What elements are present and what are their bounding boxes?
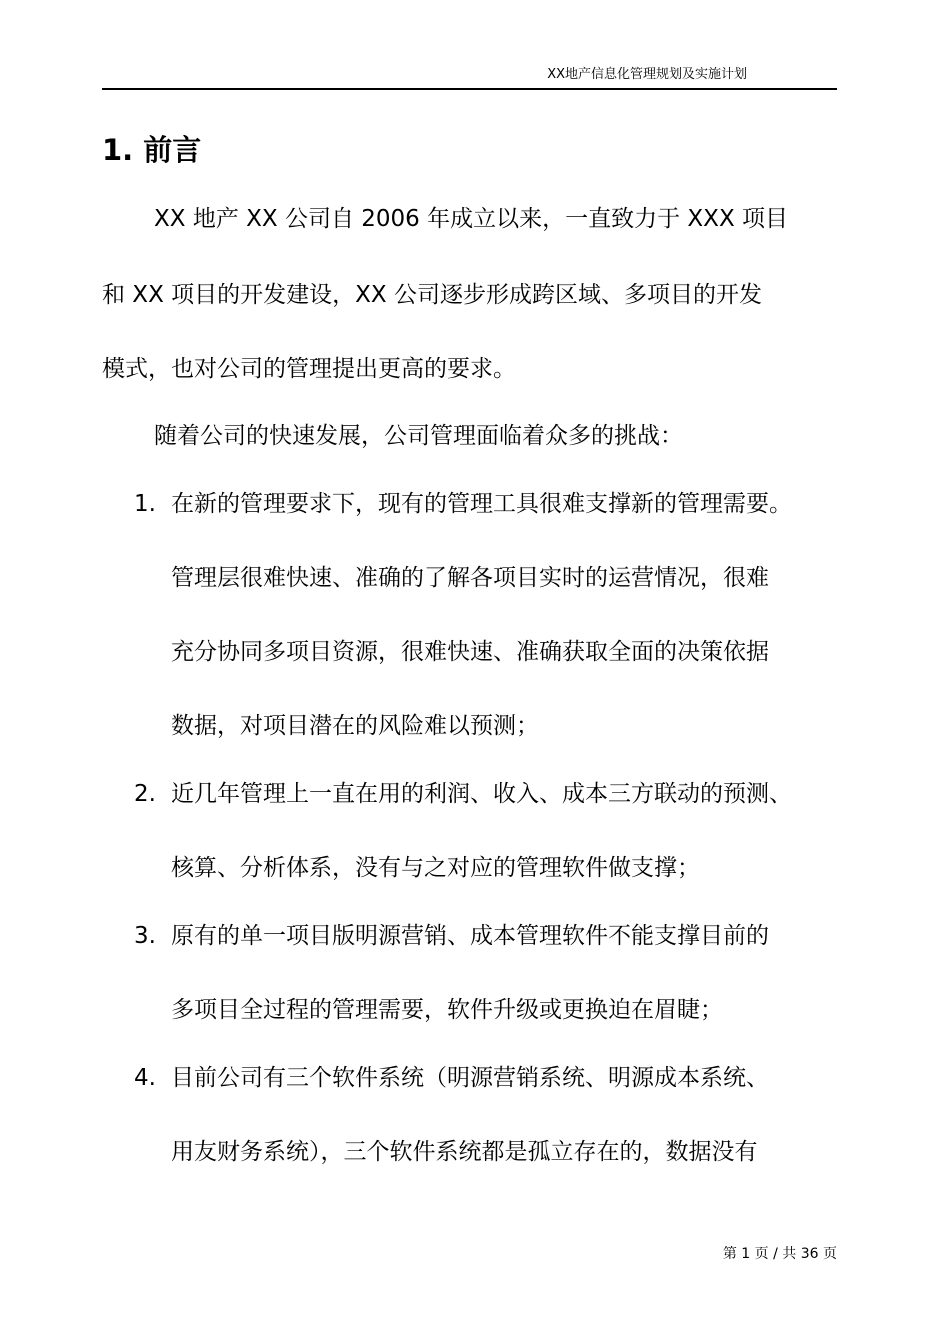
list-item-number: 1.	[134, 491, 156, 517]
list-item-line: 多项目全过程的管理需要，软件升级或更换迫在眉睫；	[171, 997, 723, 1023]
list-item-line: 原有的单一项目版明源营销、成本管理软件不能支撑目前的	[171, 923, 769, 949]
page-number: 第 1 页 / 共 36 页	[722, 1246, 837, 1262]
intro-line: 模式，也对公司的管理提出更高的要求。	[102, 356, 516, 382]
list-item-number: 2.	[134, 781, 156, 807]
challenge-intro: 随着公司的快速发展，公司管理面临着众多的挑战：	[154, 423, 683, 449]
intro-line: XX 地产 XX 公司自 2006 年成立以来，一直致力于 XXX 项目	[154, 206, 789, 232]
list-item-line: 核算、分析体系，没有与之对应的管理软件做支撑；	[171, 855, 700, 881]
list-item-number: 4.	[134, 1065, 156, 1091]
list-item-line: 用友财务系统），三个软件系统都是孤立存在的，数据没有	[171, 1139, 758, 1165]
list-item-line: 管理层很难快速、准确的了解各项目实时的运营情况，很难	[171, 565, 769, 591]
list-item-line: 近几年管理上一直在用的利润、收入、成本三方联动的预测、	[171, 781, 792, 807]
list-item-line: 在新的管理要求下，现有的管理工具很难支撑新的管理需要。	[171, 491, 792, 517]
list-item-line: 数据，对项目潜在的风险难以预测；	[171, 713, 539, 739]
page-header	[102, 66, 837, 90]
list-item-line: 充分协同多项目资源，很难快速、准确获取全面的决策依据	[171, 639, 769, 665]
header-title: XX地产信息化管理规划及实施计划	[547, 67, 747, 82]
list-item-number: 3.	[134, 923, 156, 949]
intro-line: 和 XX 项目的开发建设，XX 公司逐步形成跨区域、多项目的开发	[102, 282, 762, 308]
section-heading: 1. 前言	[102, 133, 202, 167]
list-item-line: 目前公司有三个软件系统（明源营销系统、明源成本系统、	[171, 1065, 769, 1091]
